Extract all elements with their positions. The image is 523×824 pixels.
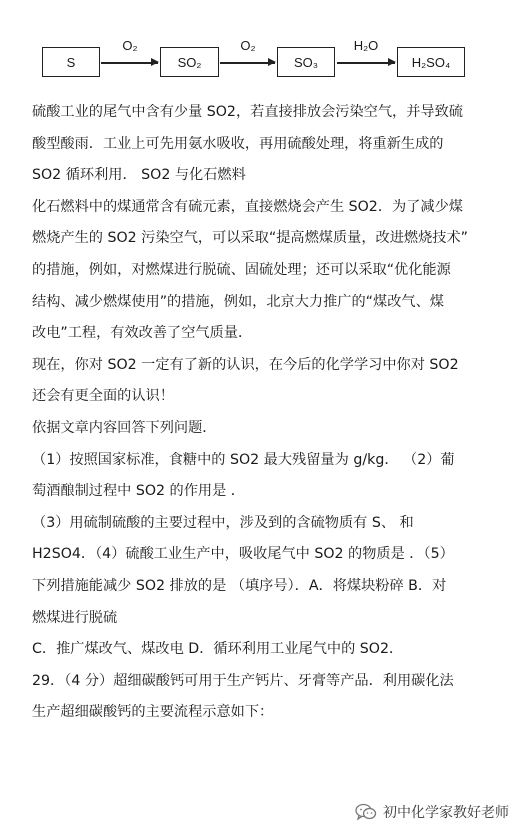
flow-node-label: SO₃ bbox=[293, 54, 319, 70]
wechat-icon bbox=[355, 803, 377, 821]
text-line: 29．（4 分）超细碳酸钙可用于生产钙片、牙膏等产品．利用碳化法 bbox=[32, 672, 454, 689]
flow-node-s bbox=[42, 47, 100, 77]
article-text bbox=[32, 97, 499, 729]
flowchart bbox=[0, 0, 523, 90]
flow-arrow-label: O₂ bbox=[122, 38, 138, 53]
text-line: 酸型酸雨．工业上可先用氨水吸收，再用硫酸处理，将重新生成的 bbox=[32, 135, 444, 152]
flow-node-so3 bbox=[277, 47, 335, 77]
text-line: 化石燃料中的煤通常含有硫元素，直接燃烧会产生 SO2．为了减少煤 bbox=[32, 198, 463, 215]
text-line: 下列措施能减少 SO2 排放的是 （填序号）．A．将煤块粉碎 B．对 bbox=[32, 577, 447, 594]
text-line: 燃烧产生的 SO2 污染空气，可以采取“提高燃煤质量，改进燃烧技术” bbox=[32, 230, 468, 247]
watermark bbox=[355, 802, 509, 822]
text-line: 生产超细碳酸钙的主要流程示意如下： bbox=[32, 704, 274, 721]
text-line: C．推广煤改气、煤改电 D．循环利用工业尾气中的 SO2． bbox=[32, 641, 404, 658]
text-line: 的措施，例如，对燃煤进行脱硫、固硫处理；还可以采取“优化能源 bbox=[32, 261, 451, 278]
text-line: 萄酒酿制过程中 SO2 的作用是 ． bbox=[32, 483, 245, 500]
text-line: 依据文章内容回答下列问题． bbox=[32, 419, 217, 436]
text-line: 还会有更全面的认识！ bbox=[32, 388, 174, 405]
text-line: H2SO4．（4）硫酸工业生产中，吸收尾气中 SO2 的物质是 ．（5） bbox=[32, 546, 454, 563]
flow-node-label: SO₂ bbox=[177, 54, 202, 70]
flow-arrow bbox=[220, 62, 275, 64]
flow-node-so2 bbox=[160, 47, 219, 77]
text-line: 现在，你对 SO2 一定有了新的认识，在今后的化学学习中你对 SO2 bbox=[32, 356, 459, 373]
text-line: 改电”工程，有效改善了空气质量． bbox=[32, 325, 253, 342]
watermark-text: 初中化学家教好老师 bbox=[383, 805, 509, 821]
text-line: （3）用硫制硫酸的主要过程中，涉及到的含硫物质有 S、 和 bbox=[32, 514, 414, 531]
flow-node-label: H₂SO₄ bbox=[411, 54, 451, 70]
flow-arrow-label: O₂ bbox=[240, 38, 256, 53]
flow-arrow-label: H₂O bbox=[353, 38, 379, 53]
text-line: 结构、减少燃煤使用”的措施，例如，北京大力推广的“煤改气、煤 bbox=[32, 293, 444, 310]
flow-node-label: S bbox=[66, 54, 76, 70]
flow-arrow bbox=[337, 62, 395, 64]
text-line: SO2 循环利用． SO2 与化石燃料 bbox=[32, 167, 246, 184]
flow-node-h2so4 bbox=[397, 47, 465, 77]
text-line: 燃煤进行脱硫 bbox=[32, 609, 118, 626]
text-line: （1）按照国家标准，食糖中的 SO2 最大残留量为 g/kg． （2）葡 bbox=[32, 451, 455, 468]
text-line: 硫酸工业的尾气中含有少量 SO2，若直接排放会污染空气，并导致硫 bbox=[32, 104, 463, 120]
flow-arrow bbox=[101, 62, 158, 64]
